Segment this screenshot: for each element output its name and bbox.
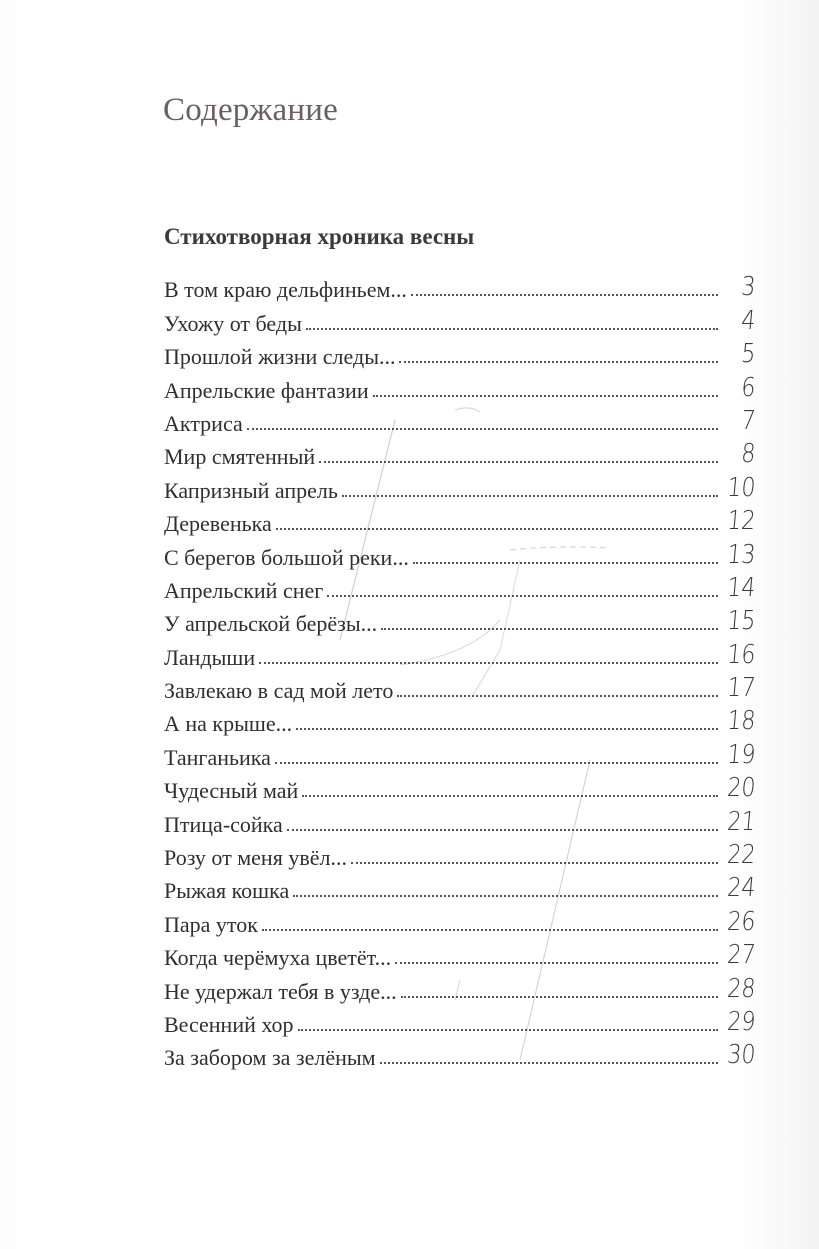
dot-leader xyxy=(395,962,718,964)
dot-leader xyxy=(275,762,718,764)
toc-entry-title: Ландыши xyxy=(164,644,256,670)
toc-entry-title: Рыжая кошка xyxy=(164,878,290,904)
dot-leader xyxy=(327,595,718,597)
toc-entry-page: 4 xyxy=(740,305,757,336)
toc-entry-title: Когда черёмуха цветёт... xyxy=(164,945,392,971)
toc-entry-title: Прошлой жизни следы... xyxy=(164,344,396,370)
dot-leader xyxy=(373,395,718,397)
toc-entry-page: 8 xyxy=(740,439,757,470)
toc-entry[interactable] xyxy=(164,637,757,670)
dot-leader xyxy=(351,862,718,864)
dot-leader xyxy=(399,361,718,363)
toc-entry-page: 16 xyxy=(725,639,757,670)
dot-leader xyxy=(298,1029,718,1031)
toc-entry-title: Птица-сойка xyxy=(164,811,283,837)
toc-entry-page: 20 xyxy=(725,773,757,804)
toc-entry[interactable] xyxy=(164,904,757,937)
toc-entry-page: 29 xyxy=(725,1006,757,1037)
toc-entry-title: Пара уток xyxy=(164,911,258,937)
dot-leader xyxy=(380,1062,718,1064)
dot-leader xyxy=(319,461,718,463)
dot-leader xyxy=(306,328,718,330)
dot-leader xyxy=(342,495,718,497)
dot-leader xyxy=(276,528,718,530)
dot-leader xyxy=(293,895,718,897)
toc-entry-title: Весенний хор xyxy=(164,1011,294,1037)
dot-leader xyxy=(397,695,718,697)
toc-entry-page: 6 xyxy=(740,372,757,403)
toc-entry-page: 12 xyxy=(725,506,757,537)
toc-entry[interactable] xyxy=(164,871,757,904)
toc-entry-title: Капризный апрель xyxy=(164,477,338,503)
toc-entry-title: Мир смятенный xyxy=(164,444,316,470)
toc-entry-page: 3 xyxy=(740,272,757,303)
page-title: Содержание xyxy=(163,92,338,129)
toc-entry[interactable] xyxy=(164,370,757,403)
dot-leader xyxy=(302,795,718,797)
toc-entry-title: Апрельский снег xyxy=(164,577,324,603)
toc-entry[interactable] xyxy=(164,303,757,336)
toc-entry-title: Чудесный май xyxy=(164,778,299,804)
toc-entry[interactable] xyxy=(164,537,757,570)
toc-entry-page: 17 xyxy=(725,673,757,704)
toc-entry-page: 30 xyxy=(725,1040,757,1071)
toc-entry[interactable] xyxy=(164,504,757,537)
toc-entry[interactable] xyxy=(164,737,757,770)
toc-entry[interactable] xyxy=(164,671,757,704)
toc-entry-title: Завлекаю в сад мой лето xyxy=(164,678,394,704)
toc-entry[interactable] xyxy=(164,838,757,871)
toc-entry-page: 10 xyxy=(725,472,757,503)
toc-entry-title: Ухожу от беды xyxy=(164,310,302,336)
toc-entry-title: Не удержал тебя в узде... xyxy=(164,978,397,1004)
toc-entry-page: 22 xyxy=(725,840,757,871)
toc-entry-title: Деревенька xyxy=(164,511,272,537)
toc-entry-page: 13 xyxy=(725,539,757,570)
toc-entry[interactable] xyxy=(164,704,757,737)
toc-entry[interactable] xyxy=(164,270,757,303)
toc-entry[interactable] xyxy=(164,604,757,637)
toc-entry-page: 15 xyxy=(725,606,757,637)
dot-leader xyxy=(413,562,718,564)
toc-entry-title: Актриса xyxy=(164,410,243,436)
dot-leader xyxy=(401,996,718,998)
toc-entry-title: За забором за зелёным xyxy=(164,1045,376,1071)
toc-entry-page: 21 xyxy=(725,806,757,837)
toc-entry[interactable] xyxy=(164,470,757,503)
toc-entry-page: 28 xyxy=(725,973,757,1004)
dot-leader xyxy=(259,662,718,664)
toc-entry-title: Апрельские фантазии xyxy=(164,377,369,403)
toc-entry-title: А на крыше... xyxy=(164,711,293,737)
toc-entry-page: 18 xyxy=(725,706,757,737)
toc-entry-page: 19 xyxy=(725,739,757,770)
toc-entry[interactable] xyxy=(164,404,757,437)
dot-leader xyxy=(296,728,718,730)
toc-entry-title: Розу от меня увёл... xyxy=(164,845,347,871)
toc-entry-page: 26 xyxy=(725,906,757,937)
dot-leader xyxy=(381,628,718,630)
toc-entry[interactable] xyxy=(164,571,757,604)
toc-entry[interactable] xyxy=(164,971,757,1004)
toc-entry-page: 7 xyxy=(740,405,757,436)
toc-entry-page: 5 xyxy=(740,339,757,370)
section-title: Стихотворная хроника весны xyxy=(164,224,475,250)
toc-entry-page: 27 xyxy=(725,940,757,971)
toc-entry[interactable] xyxy=(164,771,757,804)
toc-entry-page: 24 xyxy=(725,873,757,904)
toc-entry[interactable] xyxy=(164,1005,757,1038)
toc-entry-title: У апрельской берёзы... xyxy=(164,611,378,637)
toc-entry[interactable] xyxy=(164,804,757,837)
dot-leader xyxy=(411,294,718,296)
table-of-contents xyxy=(164,270,757,1071)
toc-entry-title: С берегов большой реки... xyxy=(164,544,409,570)
toc-entry-page: 14 xyxy=(725,572,757,603)
toc-entry[interactable] xyxy=(164,437,757,470)
dot-leader xyxy=(287,829,718,831)
toc-entry[interactable] xyxy=(164,337,757,370)
toc-entry[interactable] xyxy=(164,1038,757,1071)
toc-entry[interactable] xyxy=(164,938,757,971)
toc-entry-title: Танганьика xyxy=(164,744,271,770)
dot-leader xyxy=(262,929,718,931)
dot-leader xyxy=(247,428,718,430)
toc-entry-title: В том краю дельфиньем... xyxy=(164,277,407,303)
